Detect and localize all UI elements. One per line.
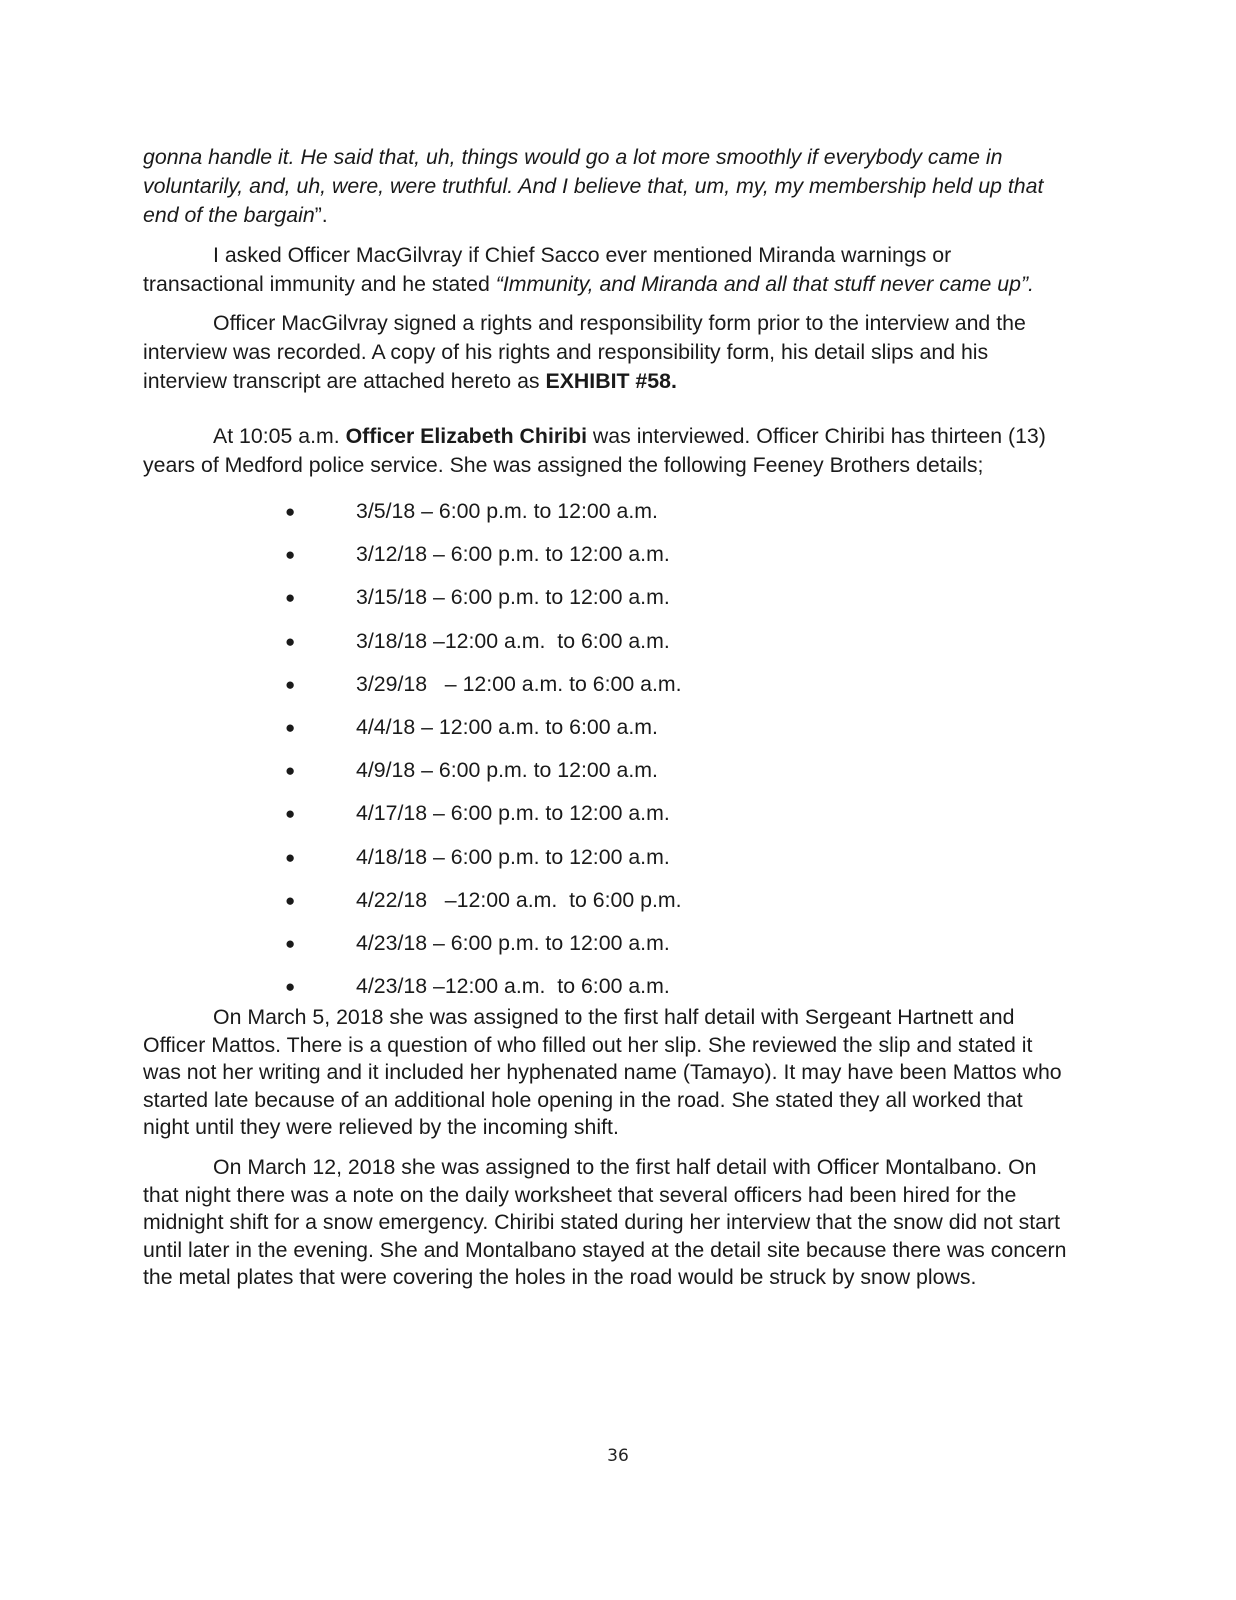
- quote-text: “Immunity, and Miranda and all that stuff never came up”.: [495, 271, 1034, 296]
- paragraph-text: At 10:05 a.m.: [213, 423, 346, 448]
- detail-date: 3/5/18 – 6:00 p.m. to 12:00 a.m.: [356, 499, 658, 524]
- paragraph-miranda-question: [143, 241, 1073, 299]
- bullet-icon: ●: [285, 631, 296, 651]
- detail-list: [143, 497, 1073, 1004]
- list-item: [143, 843, 1073, 886]
- bullet-icon: ●: [285, 890, 296, 910]
- officer-name: Officer Elizabeth Chiribi: [345, 423, 587, 448]
- exhibit-reference: EXHIBIT #58.: [545, 369, 677, 394]
- detail-date: 4/18/18 – 6:00 p.m. to 12:00 a.m.: [356, 844, 670, 869]
- list-item: [143, 497, 1073, 540]
- bullet-icon: ●: [285, 502, 296, 522]
- list-item: [143, 756, 1073, 799]
- list-item: [143, 713, 1073, 756]
- list-item: [143, 886, 1073, 929]
- bullet-icon: ●: [285, 933, 296, 953]
- detail-date: 4/23/18 – 6:00 p.m. to 12:00 a.m.: [356, 930, 670, 955]
- detail-date: 3/29/18 – 12:00 a.m. to 6:00 a.m.: [356, 671, 682, 696]
- paragraph-text: was interviewed. Officer Chiribi has thirteen (13) years of Medford police service. She was assigned the following Feeney Brothers details;: [143, 423, 1046, 477]
- detail-date: 4/9/18 – 6:00 p.m. to 12:00 a.m.: [356, 758, 658, 783]
- list-item: [143, 929, 1073, 972]
- bullet-icon: ●: [285, 761, 296, 781]
- bullet-icon: ●: [285, 847, 296, 867]
- paragraph-march-5: On March 5, 2018 she was assigned to the first half detail with Sergeant Hartnett and Officer Mattos. There is a question of who filled out her slip. She reviewed the slip and stated it was not her writing and it included her hyphenated name (Tamayo). It may have been Mattos who started late because of an additional hole opening in the road. She stated they all worked that night until they were relieved by the incoming shift.: [143, 1005, 1062, 1140]
- page-number: 36: [607, 1446, 629, 1466]
- list-item: [143, 799, 1073, 842]
- detail-date: 3/12/18 – 6:00 p.m. to 12:00 a.m.: [356, 542, 670, 567]
- bullet-icon: ●: [285, 545, 296, 565]
- paragraph-text: I asked Officer MacGilvray if Chief Sacco ever mentioned Miranda warnings or transactional immunity and he stated: [143, 242, 952, 296]
- paragraph-march-12: On March 12, 2018 she was assigned to the first half detail with Officer Montalbano. On that night there was a note on the daily worksheet that several officers had been hired for the midnight shift for a snow emergency. Chiribi stated during her interview that the snow did not start until later in the evening. She and Montalbano stayed at the detail site because there was concern the metal plates that were covering the holes in the road would be struck by snow plows.: [143, 1155, 1067, 1290]
- paragraph-chiribi-interview: [143, 422, 1073, 480]
- detail-date: 4/4/18 – 12:00 a.m. to 6:00 a.m.: [356, 714, 658, 739]
- list-item: [143, 972, 1073, 1004]
- paragraph-rights-form: [143, 309, 1073, 397]
- paragraph-text: Officer MacGilvray signed a rights and responsibility form prior to the interview and the interview was recorded. A copy of his rights and responsibility form, his detail slips and his interview transcript are attached hereto as: [143, 311, 1026, 394]
- list-item: [143, 540, 1073, 583]
- paragraph-quote-continuation: [143, 143, 1073, 231]
- detail-date: 3/15/18 – 6:00 p.m. to 12:00 a.m.: [356, 585, 670, 610]
- document-page: [143, 143, 1073, 1292]
- bullet-icon: ●: [285, 977, 296, 997]
- detail-date: 4/23/18 –12:00 a.m. to 6:00 a.m.: [356, 974, 670, 999]
- list-item: [143, 670, 1073, 713]
- bullet-icon: ●: [285, 804, 296, 824]
- bullet-icon: ●: [285, 717, 296, 737]
- list-item: [143, 583, 1073, 626]
- bullet-icon: ●: [285, 674, 296, 694]
- detail-date: 4/17/18 – 6:00 p.m. to 12:00 a.m.: [356, 801, 670, 826]
- bullet-icon: ●: [285, 588, 296, 608]
- list-item: [143, 627, 1073, 670]
- quote-text: gonna handle it. He said that, uh, things would go a lot more smoothly if everybody came in voluntarily, and, uh, were, were truthful. And I believe that, um, my, my membership held up that end of the bargain: [143, 145, 1044, 228]
- detail-date: 3/18/18 –12:00 a.m. to 6:00 a.m.: [356, 628, 670, 653]
- detail-date: 4/22/18 –12:00 a.m. to 6:00 p.m.: [356, 887, 682, 912]
- quote-close: ”.: [314, 203, 328, 228]
